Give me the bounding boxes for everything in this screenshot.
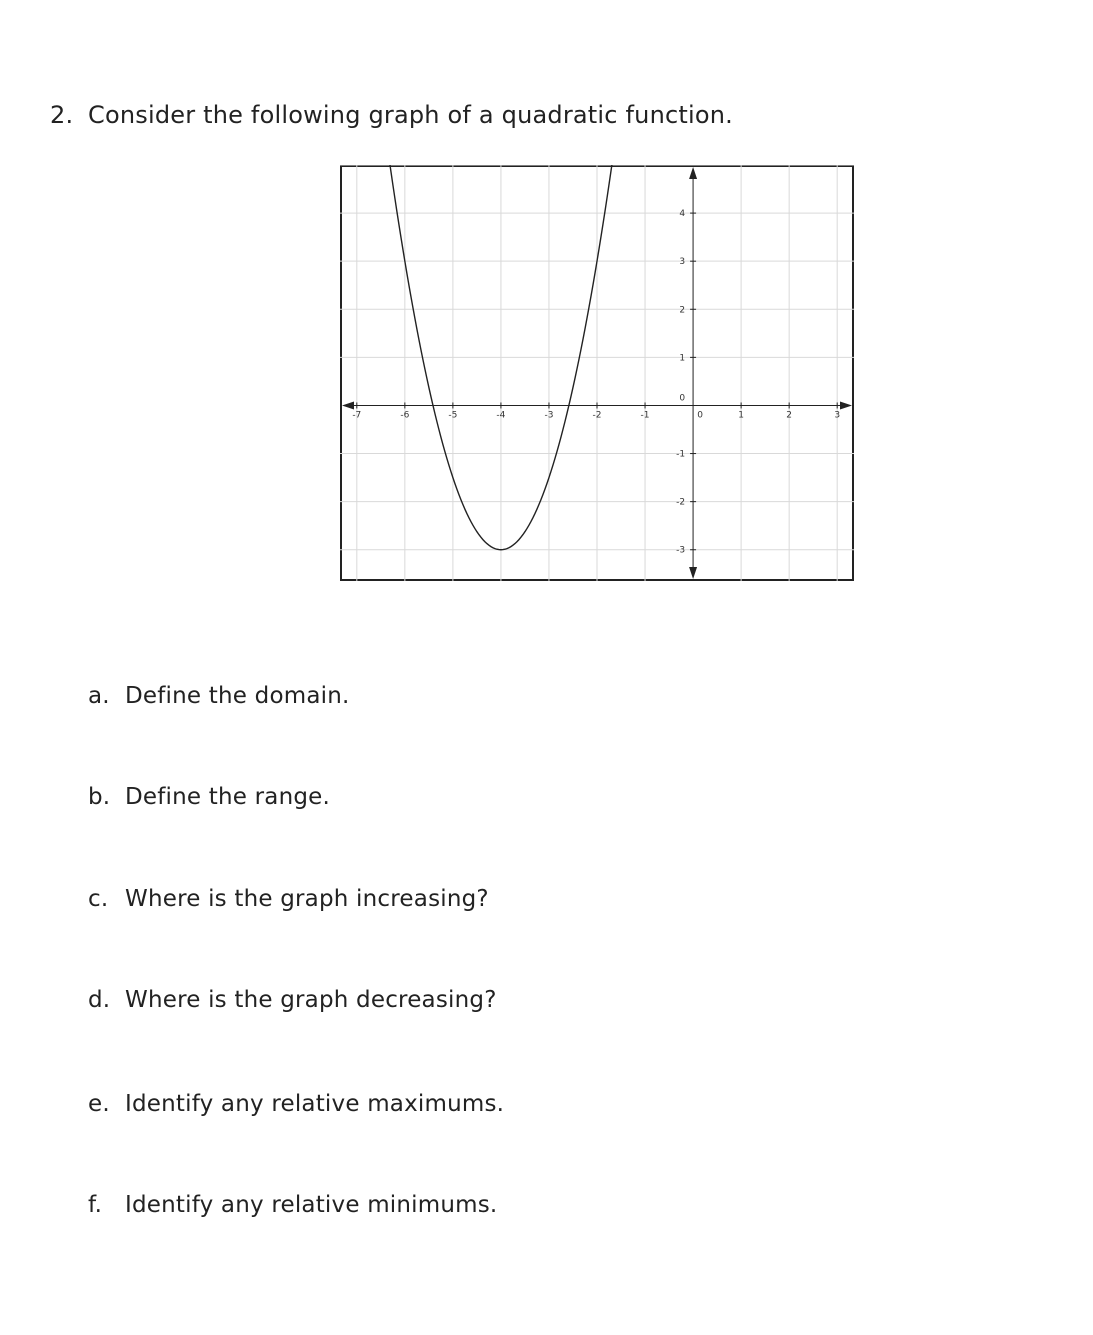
x-tick-label: -6: [400, 410, 410, 421]
y-axis-bottom-arrow: [689, 567, 697, 579]
graph-canvas: [340, 165, 854, 581]
x-tick-label: 3: [834, 410, 841, 421]
y-tick-label: -1: [676, 449, 686, 460]
part-c: [88, 886, 489, 912]
y-tick-label: 0: [679, 393, 686, 404]
x-axis-right-arrow: [840, 401, 852, 409]
y-tick-label: -2: [676, 497, 686, 508]
part-c-text: Where is the graph increasing?: [125, 886, 489, 912]
part-a: [88, 683, 350, 709]
x-tick-label: 2: [786, 410, 793, 421]
part-e-letter: e.: [88, 1091, 110, 1117]
part-a-letter: a.: [88, 683, 110, 709]
x-tick-label: -5: [448, 410, 458, 421]
y-tick-label: 1: [679, 353, 686, 364]
question-heading: [50, 101, 733, 129]
part-f: [88, 1192, 497, 1218]
x-axis-left-arrow: [342, 401, 354, 409]
x-tick-label: -4: [496, 410, 506, 421]
question-number: 2.: [50, 101, 74, 129]
y-tick-label: -3: [676, 545, 686, 556]
x-tick-label: -7: [352, 410, 362, 421]
part-a-text: Define the domain.: [125, 683, 350, 709]
part-e: [88, 1091, 504, 1117]
part-b-text: Define the range.: [125, 784, 331, 810]
x-tick-label: -3: [544, 410, 554, 421]
part-d: [88, 987, 497, 1013]
y-tick-label: 2: [679, 305, 686, 316]
y-axis-top-arrow: [689, 167, 697, 179]
part-f-letter: f.: [88, 1192, 103, 1218]
part-c-letter: c.: [88, 886, 109, 912]
part-d-letter: d.: [88, 987, 111, 1013]
y-tick-label: 3: [679, 257, 686, 268]
x-tick-label: 0: [697, 410, 703, 421]
x-tick-label: -1: [640, 410, 650, 421]
x-tick-label: -2: [592, 410, 602, 421]
y-tick-label: 4: [679, 209, 686, 220]
x-tick-label: 1: [738, 410, 744, 421]
part-b-letter: b.: [88, 784, 111, 810]
part-f-text: Identify any relative minimums.: [125, 1192, 498, 1218]
quadratic-graph: [340, 165, 854, 581]
question-text: Consider the following graph of a quadratic function.: [88, 101, 733, 129]
part-d-text: Where is the graph decreasing?: [125, 987, 497, 1013]
part-e-text: Identify any relative maximums.: [125, 1091, 505, 1117]
part-b: [88, 784, 330, 810]
